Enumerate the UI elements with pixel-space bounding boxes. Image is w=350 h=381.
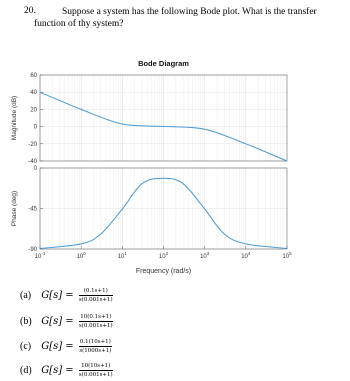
answer-fraction (79, 339, 112, 354)
answer-label: (b) (20, 316, 32, 327)
phase-ylabel: Phase (deg) (11, 190, 18, 227)
answer-numerator: 0.1(10s+1) (79, 339, 111, 345)
answer-lhs: G[s] = (41, 341, 74, 352)
y-tick-label: 0 (33, 166, 37, 172)
answer-option-b[interactable] (20, 314, 113, 329)
x-tick-label: $10^4$ (241, 251, 251, 260)
y-tick-label: -90 (28, 247, 37, 253)
answer-denominator: s(0.001s+1) (78, 297, 113, 303)
answer-lhs: G[s] = (41, 365, 74, 376)
x-tick-label: $10^3$ (200, 251, 210, 260)
x-tick-label: $10^1$ (117, 251, 127, 260)
y-tick-label: 40 (30, 90, 37, 97)
y-tick-label: -20 (28, 141, 37, 148)
y-tick-label: 0 (33, 124, 37, 131)
answer-fraction (79, 363, 113, 378)
magnitude-ylabel: Magnitude (dB) (11, 95, 18, 141)
answer-denominator: s(0.001s+1) (78, 323, 113, 329)
answer-lhs: G[s] = (41, 316, 74, 327)
answer-option-d[interactable] (20, 363, 113, 378)
answer-fraction (79, 288, 113, 303)
y-tick-label: 20 (30, 107, 37, 114)
x-tick-label: $10^2$ (158, 251, 169, 260)
x-axis-label: Frequency (rad/s) (135, 268, 192, 275)
answer-denominator: s(0.001s+1) (78, 372, 113, 378)
y-tick-label: 60 (30, 73, 37, 79)
answer-option-a[interactable] (20, 288, 113, 303)
x-tick-label: $10^{-1}$ (34, 251, 46, 260)
chart-title: Bode Diagram (138, 59, 189, 68)
answer-label: (a) (20, 290, 32, 301)
answer-label: (c) (20, 341, 32, 352)
x-tick-label: $10^0$ (76, 251, 86, 260)
y-tick-label: -40 (28, 159, 37, 165)
question-number: 20. (24, 6, 36, 16)
question-text: Suppose a system has the following Bode plot. What is the transfer function of thy system? (34, 7, 317, 29)
answer-numerator: 10(10s+1) (79, 363, 113, 371)
y-tick-label: -45 (28, 206, 37, 213)
answer-label: (d) (20, 365, 32, 376)
answer-denominator: s(1000s+1) (79, 348, 112, 354)
answer-numerator: 10(0.1s+1) (80, 314, 112, 320)
answer-fraction (79, 314, 113, 329)
x-tick-label: $10^5$ (282, 251, 292, 260)
answer-lhs: G[s] = (41, 290, 74, 301)
answer-numerator: (0.1s+1) (79, 288, 113, 296)
answer-option-c[interactable] (20, 339, 112, 354)
